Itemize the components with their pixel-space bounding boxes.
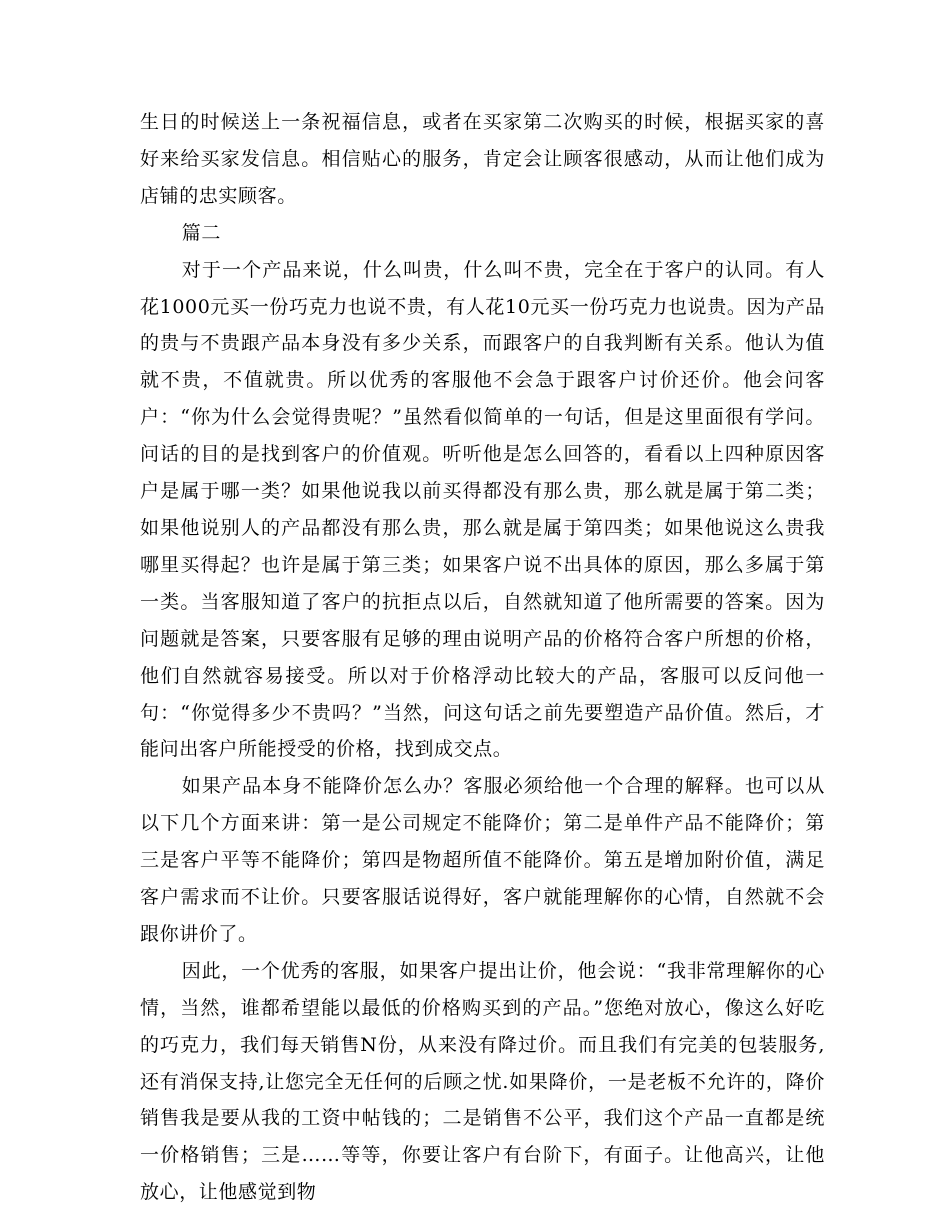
section-heading: 篇二: [181, 221, 221, 244]
paragraph-continuation: 生日的时候送上一条祝福信息，或者在买家第二次购买的时候，根据买家的喜好来给买家发信息。相信贴心的服务，肯定会让顾客很感动，从而让他们成为店铺的忠实顾客。: [140, 111, 825, 207]
document-body: [140, 104, 825, 1211]
paragraph-no-discount: 如果产品本身不能降价怎么办？客服必须给他一个合理的解释。也可以从以下几个方面来讲：第一是公司规定不能降价；第二是单件产品不能降价；第三是客户平等不能降价；第四是物超所值不能降价。第五是增加附价值，满足客户需求而不让价。只要客服话说得好，客户就能理解你的心情，自然就不会跟你讲价了。: [140, 775, 825, 945]
paragraph-price-perception: 对于一个产品来说，什么叫贵，什么叫不贵，完全在于客户的认同。有人花1000元买一份巧克力也说不贵，有人花10元买一份巧克力也说贵。因为产品的贵与不贵跟产品本身没有多少关系，而跟客户的自我判断有关系。他认为值就不贵，不值就贵。所以优秀的客服他不会急于跟客户讨价还价。他会问客户：“你为什么会觉得贵呢？”虽然看似简单的一句话，但是这里面很有学问。问话的目的是找到客户的价值观。听听他是怎么回答的，看看以上四种原因客户是属于哪一类？如果他说我以前买得都没有那么贵，那么就是属于第二类；如果他说别人的产品都没有那么贵，那么就是属于第四类；如果他说这么贵我哪里买得起？也许是属于第三类；如果客户说不出具体的原因，那么多属于第一类。当客服知道了客户的抗拒点以后，自然就知道了他所需要的答案。因为问题就是答案，只要客服有足够的理由说明产品的价格符合客户所想的价格，他们自然就容易接受。所以对于价格浮动比较大的产品，客服可以反问他一句：“你觉得多少不贵吗？”当然，问这句话之前先要塑造产品价值。然后，才能问出客户所能授受的价格，找到成交点。: [140, 258, 825, 761]
paragraph-good-service-reply: 因此，一个优秀的客服，如果客户提出让价，他会说：“我非常理解你的心情，当然，谁都希望能以最低的价格购买到的产品。”您绝对放心，像这么好吃的巧克力，我们每天销售N份，从来没有降过价。而且我们有完美的包装服务,还有消保支持,让您完全无任何的后顾之忧.如果降价，一是老板不允许的，降价销售我是要从我的工资中帖钱的；二是销售不公平，我们这个产品一直都是统一价格销售；三是……等等，你要让客户有台阶下，有面子。让他高兴，让他放心，让他感觉到物: [140, 959, 825, 1204]
